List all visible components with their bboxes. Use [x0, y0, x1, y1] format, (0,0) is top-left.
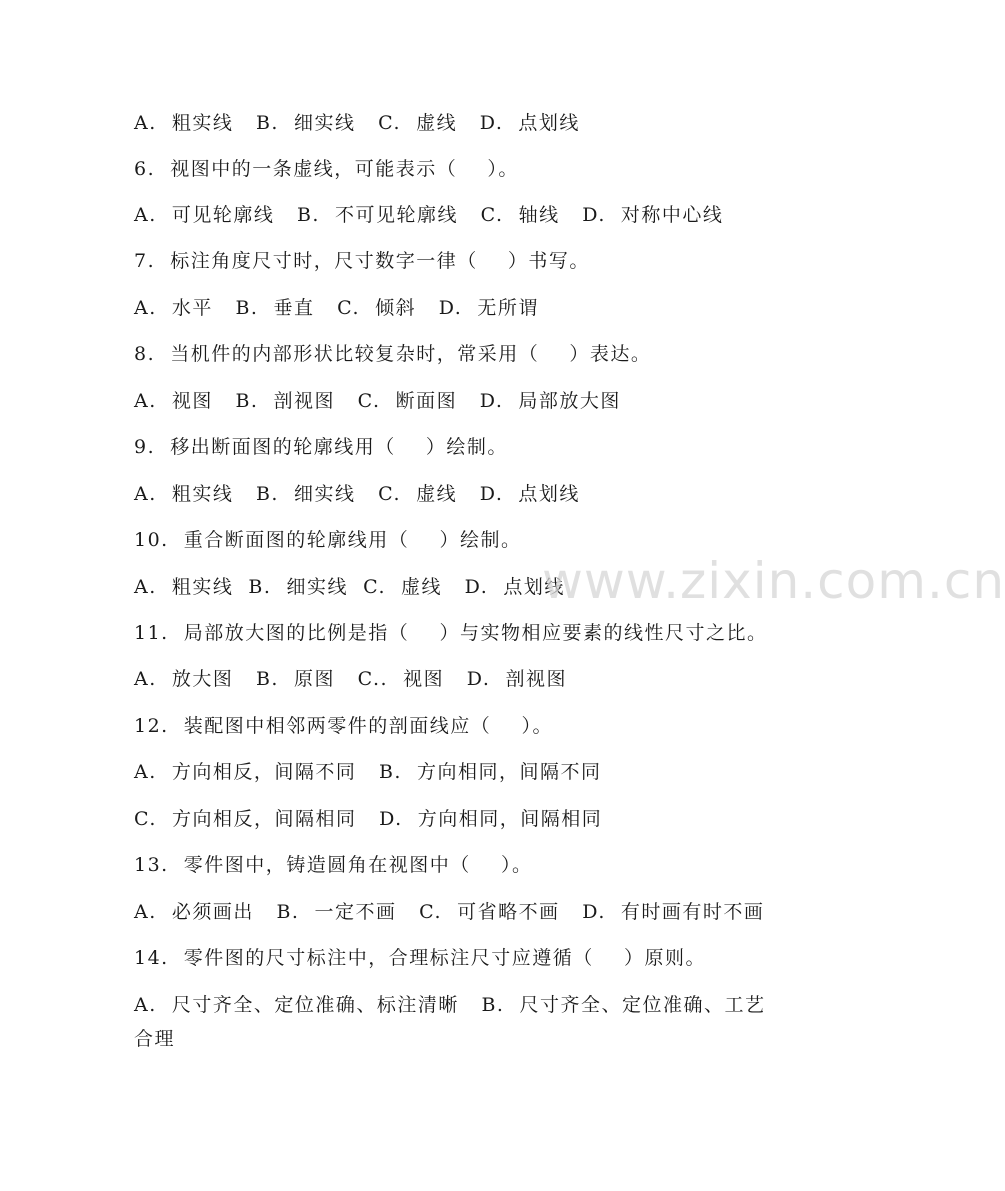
answer-options-q12-ab: A. 方向相反，间隔不同 B. 方向相同，间隔不同	[134, 761, 602, 783]
watermark: www.zixin.com.cn	[542, 552, 1005, 610]
answer-options-q11: A. 放大图 B. 原图 C.. 视图 D. 剖视图	[134, 668, 567, 690]
answer-options-q10: A. 粗实线 B. 细实线 C. 虚线 D. 点划线	[134, 576, 565, 598]
answer-options-q12-cd: C. 方向相反，间隔相同 D. 方向相同，间隔相同	[134, 808, 603, 830]
answer-options-q6: A. 可见轮廓线 B. 不可见轮廓线 C. 轴线 D. 对称中心线	[134, 204, 724, 226]
question-12: 12. 装配图中相邻两零件的剖面线应（ ）。	[134, 715, 553, 737]
answer-options-q5: A. 粗实线 B. 细实线 C. 虚线 D. 点划线	[134, 112, 580, 134]
question-7: 7. 标注角度尺寸时，尺寸数字一律（ ）书写。	[134, 250, 590, 272]
answer-options-q13: A. 必须画出 B. 一定不画 C. 可省略不画 D. 有时画有时不画	[134, 901, 765, 923]
question-10: 10. 重合断面图的轮廓线用（ ）绘制。	[134, 529, 522, 551]
question-13: 13. 零件图中，铸造圆角在视图中（ ）。	[134, 854, 533, 876]
question-6: 6. 视图中的一条虚线，可能表示（ ）。	[134, 158, 519, 180]
question-9: 9. 移出断面图的轮廓线用（ ）绘制。	[134, 436, 508, 458]
answer-options-q9: A. 粗实线 B. 细实线 C. 虚线 D. 点划线	[134, 483, 580, 505]
answer-options-q14: A. 尺寸齐全、定位准确、标注清晰 B. 尺寸齐全、定位准确、工艺合理	[134, 994, 766, 1050]
answer-options-q7: A. 水平 B. 垂直 C. 倾斜 D. 无所谓	[134, 297, 539, 319]
question-11: 11. 局部放大图的比例是指（ ）与实物相应要素的线性尺寸之比。	[134, 622, 768, 644]
answer-options-q8: A. 视图 B. 剖视图 C. 断面图 D. 局部放大图	[134, 390, 621, 412]
question-14: 14. 零件图的尺寸标注中，合理标注尺寸应遵循（ ）原则。	[134, 947, 706, 969]
question-8: 8. 当机件的内部形状比较复杂时，常采用（ ）表达。	[134, 343, 652, 365]
